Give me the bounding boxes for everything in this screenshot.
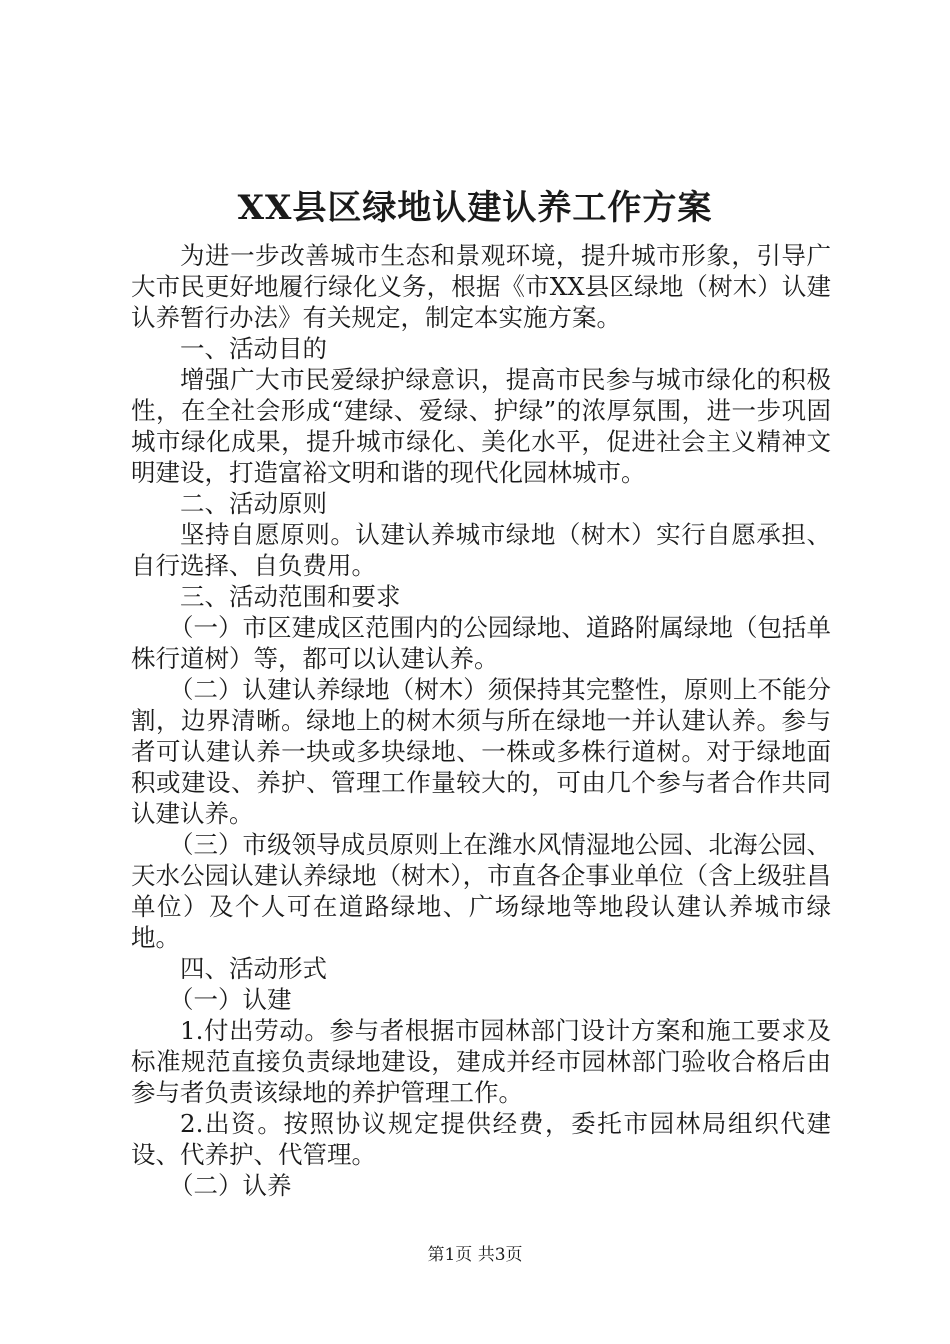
- paragraph-purpose: 增强广大市民爱绿护绿意识，提高市民参与城市绿化的积极性，在全社会形成“建绿、爱绿、护绿”的浓厚氛围，进一步巩固城市绿化成果，提升城市绿化、美化水平，促进社会主义精神文明建设，打造富裕文明和谐的现代化园林城市。: [131, 365, 831, 487]
- paragraph-intro: 为进一步改善城市生态和景观环境，提升城市形象，引导广大市民更好地履行绿化义务，根据《市XX县区绿地（树木）认建认养暂行办法》有关规定，制定本实施方案。: [131, 241, 831, 332]
- subheading-build: （一）认建: [169, 985, 292, 1014]
- paragraph-build-labor: 1.付出劳动。参与者根据市园林部门设计方案和施工要求及标准规范直接负责绿地建设，建成并经市园林部门验收合格后由参与者负责该绿地的养护管理工作。: [131, 1016, 831, 1107]
- paragraph-principle: 坚持自愿原则。认建认养城市绿地（树木）实行自愿承担、自行选择、自负费用。: [131, 520, 831, 580]
- paragraph-build-funding: 2.出资。按照协议规定提供经费，委托市园林局组织代建设、代养护、代管理。: [131, 1109, 831, 1169]
- document-title: XX县区绿地认建认养工作方案: [237, 188, 713, 228]
- document-body: [131, 240, 831, 1201]
- subheading-adopt: （二）认养: [169, 1171, 292, 1200]
- paragraph-scope-3: （三）市级领导成员原则上在潍水风情湿地公园、北海公园、天水公园认建认养绿地（树木），市直各企事业单位（含上级驻昌单位）及个人可在道路绿地、广场绿地等地段认建认养城市绿地。: [131, 830, 831, 952]
- paragraph-scope-1: （一）市区建成区范围内的公园绿地、道路附属绿地（包括单株行道树）等，都可以认建认养。: [131, 613, 831, 673]
- section-heading-purpose: 一、活动目的: [180, 334, 327, 363]
- paragraph-scope-2: （二）认建认养绿地（树木）须保持其完整性，原则上不能分割，边界清晰。绿地上的树木须与所在绿地一并认建认养。参与者可认建认养一块或多块绿地、一株或多株行道树。对于绿地面积或建设、养护、管理工作量较大的，可由几个参与者合作共同认建认养。: [131, 675, 831, 828]
- page-number-footer: 第1页 共3页: [427, 1245, 523, 1265]
- section-heading-scope: 三、活动范围和要求: [180, 582, 401, 611]
- section-heading-principle: 二、活动原则: [180, 489, 327, 518]
- section-heading-forms: 四、活动形式: [180, 954, 327, 983]
